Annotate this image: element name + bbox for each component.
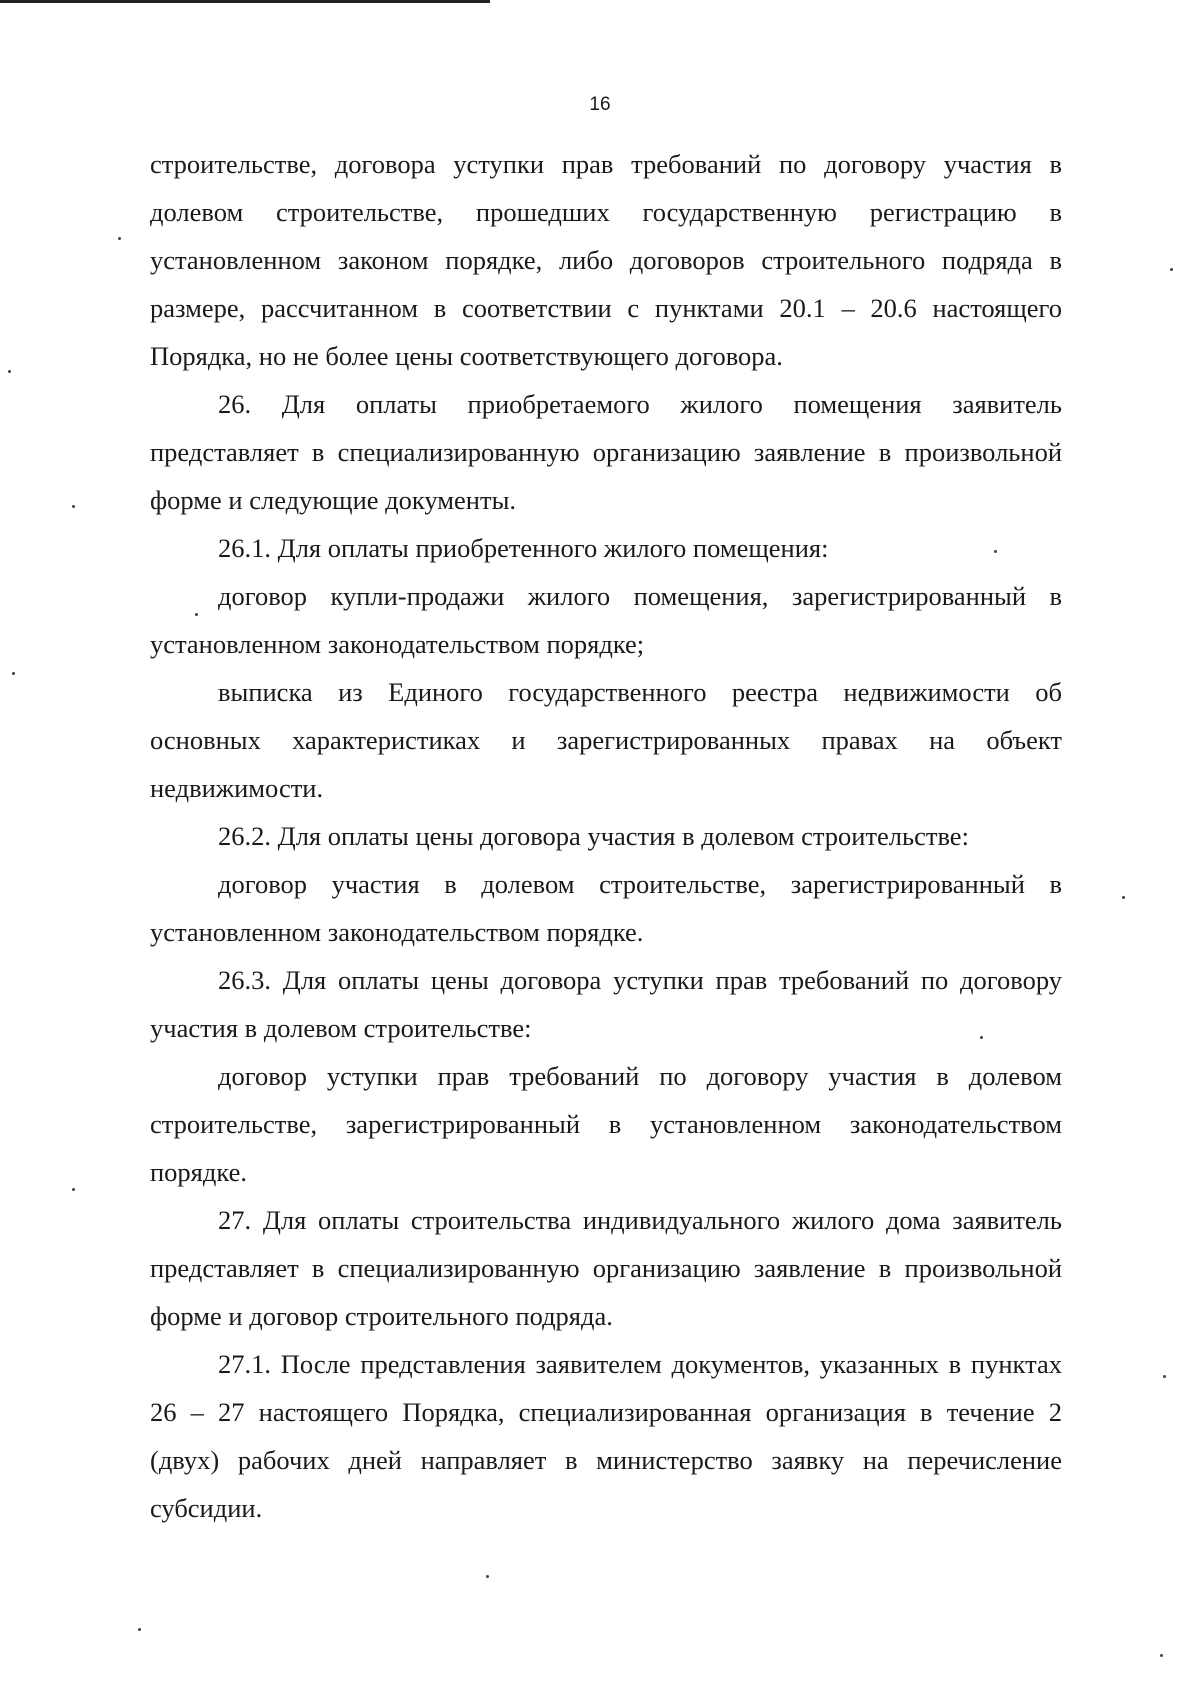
scan-speck: [1170, 268, 1173, 271]
scan-speck: [1163, 1375, 1166, 1378]
paragraph-26-1-item-2: выписка из Единого государственного реестра недвижимости об основных характеристиках и зарегистрированных правах на объект недвижимости.: [150, 677, 1062, 803]
paragraph-26-2-item-1: договор участия в долевом строительстве, зарегистрированный в установленном законодательством порядке.: [150, 869, 1062, 947]
top-border-line: [0, 0, 490, 3]
paragraph-27-1: 27.1. После представления заявителем документов, указанных в пунктах 26 – 27 настоящего Порядка, специализированная организация в течение 2 (двух) рабочих дней направляет в министерство заявку на перечисление субсидии.: [150, 1349, 1062, 1523]
paragraph-27: 27. Для оплаты строительства индивидуального жилого дома заявитель представляет в специализированную организацию заявление в произвольной форме и договор строительного подряда.: [150, 1205, 1062, 1331]
scan-speck: [994, 550, 997, 553]
scan-speck: [72, 1188, 75, 1191]
page-number: 16: [589, 94, 611, 115]
scan-speck: [1160, 1654, 1163, 1657]
scan-speck: [1122, 896, 1125, 899]
scan-speck: [12, 672, 15, 675]
scan-speck: [195, 613, 198, 616]
scan-speck: [72, 505, 75, 508]
paragraph-continuation: строительстве, договора уступки прав требований по договору участия в долевом строительстве, прошедших государственную регистрацию в установленном законом порядке, либо договоров строительного подряда в размере, рассчитанном в соответствии с пунктами 20.1 – 20.6 настоящего Порядка, но не более цены соответствующего договора.: [150, 149, 1062, 371]
scan-speck: [8, 370, 11, 373]
paragraph-26-1-item-1: договор купли-продажи жилого помещения, зарегистрированный в установленном законодательством порядке;: [150, 581, 1062, 659]
paragraph-26-3-item-1: договор уступки прав требований по договору участия в долевом строительстве, зарегистрированный в установленном законодательством порядке.: [150, 1061, 1062, 1187]
scan-speck: [118, 237, 121, 240]
paragraph-26: 26. Для оплаты приобретаемого жилого помещения заявитель представляет в специализированную организацию заявление в произвольной форме и следующие документы.: [150, 389, 1062, 515]
scan-speck: [138, 1628, 141, 1631]
scan-speck: [980, 1036, 983, 1039]
paragraph-26-2: 26.2. Для оплаты цены договора участия в долевом строительстве:: [218, 821, 969, 851]
scan-speck: [486, 1575, 489, 1578]
paragraph-26-1: 26.1. Для оплаты приобретенного жилого помещения:: [218, 533, 829, 563]
document-body: [150, 140, 1062, 1532]
paragraph-26-3: 26.3. Для оплаты цены договора уступки прав требований по договору участия в долевом строительстве:: [150, 965, 1062, 1043]
